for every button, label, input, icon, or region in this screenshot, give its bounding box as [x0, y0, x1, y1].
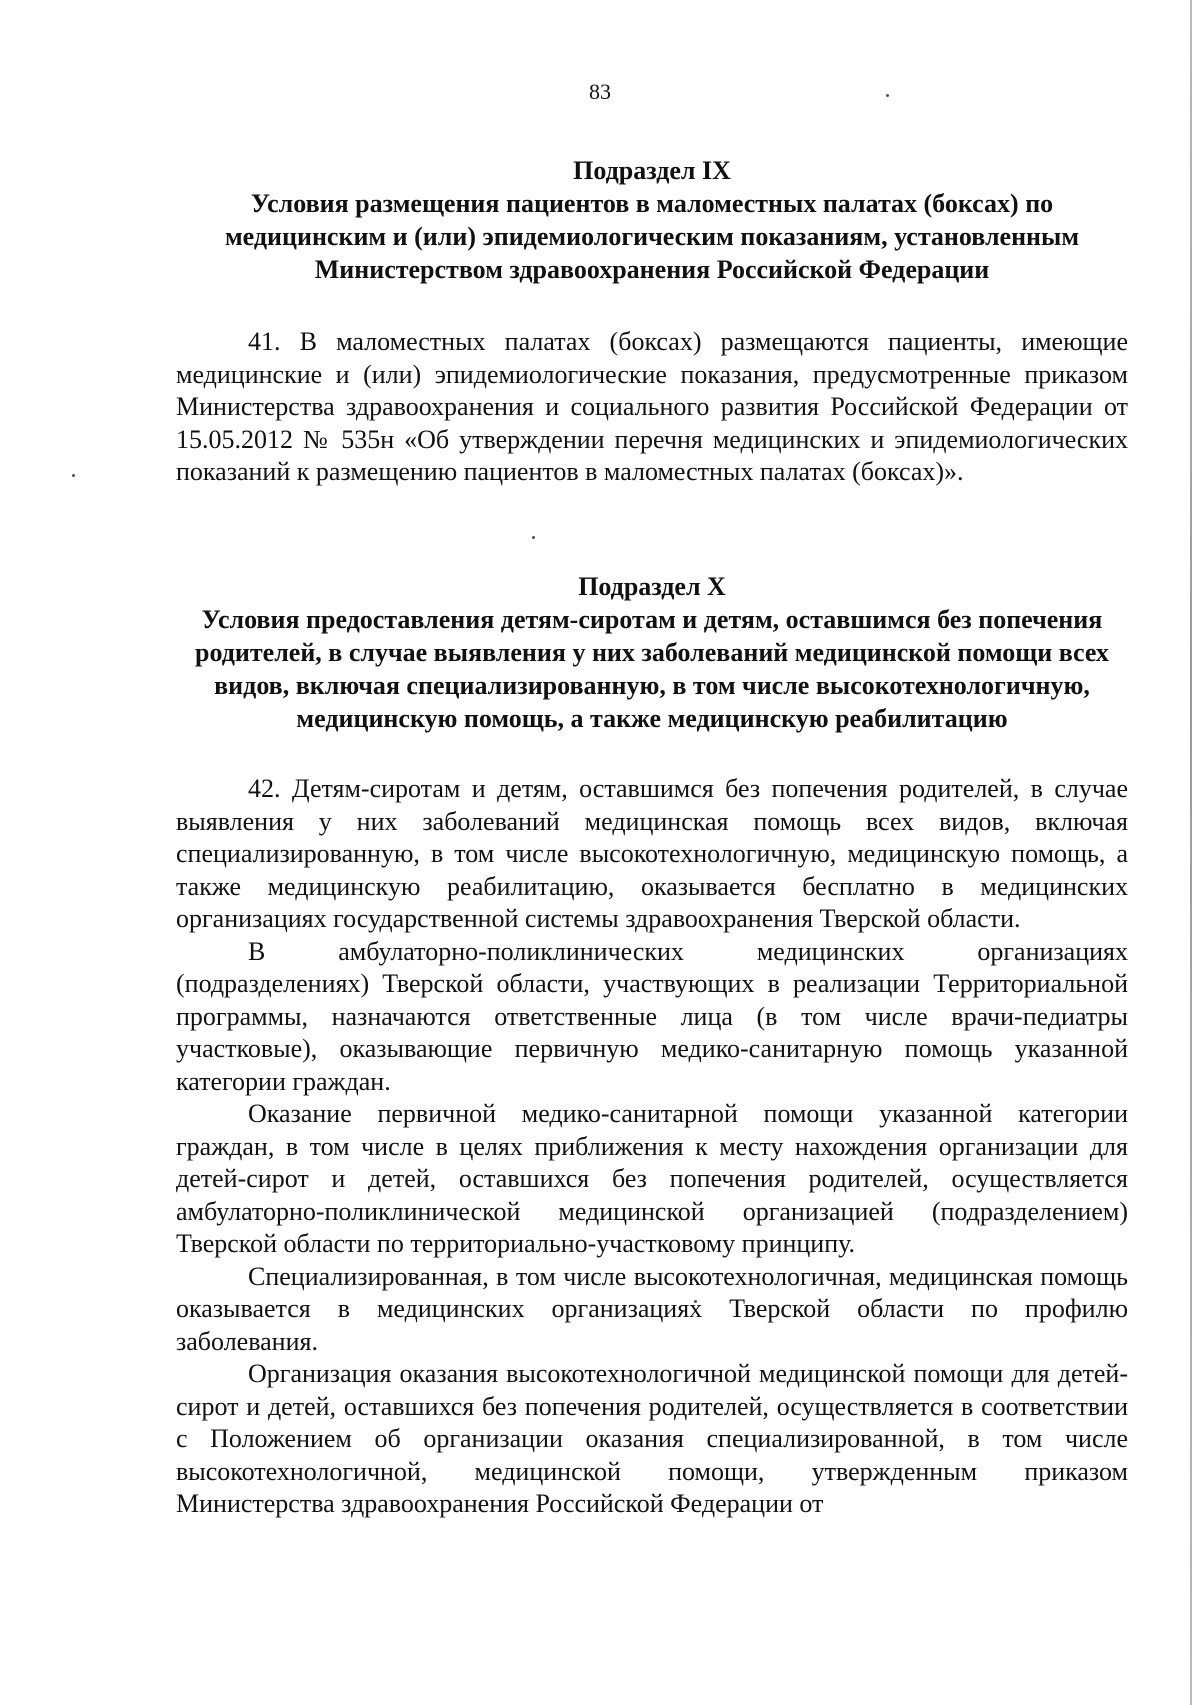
section-x-subtitle-line: родителей, в случае выявления у них заболеваний медицинской помощи всех: [195, 638, 1109, 667]
section-ix: [176, 154, 1128, 489]
section-ix-subtitle-line: Условия размещения пациентов в маломестных палатах (боксах) по: [250, 189, 1054, 218]
paragraph-specialized-care: Специализированная, в том числе высокотехнологичная, медицинская помощь оказывается в медицинских организациях Тверской области по профилю заболевания.: [176, 1261, 1128, 1356]
scan-edge: [1190, 0, 1192, 1705]
section-ix-subtitle-line: медицинским и (или) эпидемиологическим показаниям, установленным: [224, 222, 1080, 251]
section-ix-title: Подраздел IX: [573, 156, 731, 185]
scan-speck: [532, 536, 535, 539]
section-x: [176, 570, 1128, 1521]
section-x-title: Подраздел X: [578, 572, 726, 601]
paragraph-high-tech-care: Организация оказания высокотехнологичной медицинской помощи для детей-сирот и детей, оставшихся без попечения родителей, осуществляется в соответствии с Положением об организации оказания специализированной, в том числе высокотехнологичной, медицинской помощи, утвержденным приказом Министерства здравоохранения Российской Федерации от: [176, 1359, 1128, 1518]
section-x-subtitle-line: Условия предоставления детям-сиротам и детям, оставшимся без попечения: [201, 605, 1103, 634]
paragraph-42: 42. Детям-сиротам и детям, оставшимся без попечения родителей, в случае выявления у них заболеваний медицинская помощь всех видов, включая специализированную, в том числе высокотехнологичную, медицинскую помощь, а также медицинскую реабилитацию, оказывается бесплатно в медицинских организациях государственной системы здравоохранения Тверской области.: [176, 774, 1128, 933]
section-x-subtitle-line: медицинскую помощь, а также медицинскую реабилитацию: [296, 704, 1008, 733]
paragraph-41: 41. В маломестных палатах (боксах) размещаются пациенты, имеющие медицинские и (или) эпидемиологические показания, предусмотренные приказом Министерства здравоохранения и социального развития Российской Федерации от 15.05.2012 № 535н «Об утверждении перечня медицинских и эпидемиологических показаний к размещению пациентов в маломестных палатах (боксах)».: [176, 327, 1128, 486]
paragraph-outpatient-responsible: В амбулаторно-поликлинических медицинских организациях (подразделениях) Тверской области, участвующих в реализации Территориальной программы, назначаются ответственные лица (в том числе врачи-педиатры участковые), оказывающие первичную медико-санитарную помощь указанной категории граждан.: [176, 936, 1128, 1096]
paragraph-primary-care: Оказание первичной медико-санитарной помощи указанной категории граждан, в том числе в целях приближения к месту нахождения организации для детей-сирот и детей, оставшихся без попечения родителей, осуществляется амбулаторно-поликлинической медицинской организацией (подразделением) Тверской области по территориально-участковому принципу.: [176, 1099, 1128, 1258]
section-x-heading: [176, 570, 1128, 735]
section-ix-heading: [176, 154, 1128, 286]
scan-speck: [72, 474, 75, 477]
section-ix-subtitle-line: Министерством здравоохранения Российской Федерации: [314, 255, 990, 284]
page-number: 83: [589, 79, 611, 104]
section-x-subtitle-line: видов, включая специализированную, в том числе высокотехнологичную,: [214, 671, 1090, 700]
